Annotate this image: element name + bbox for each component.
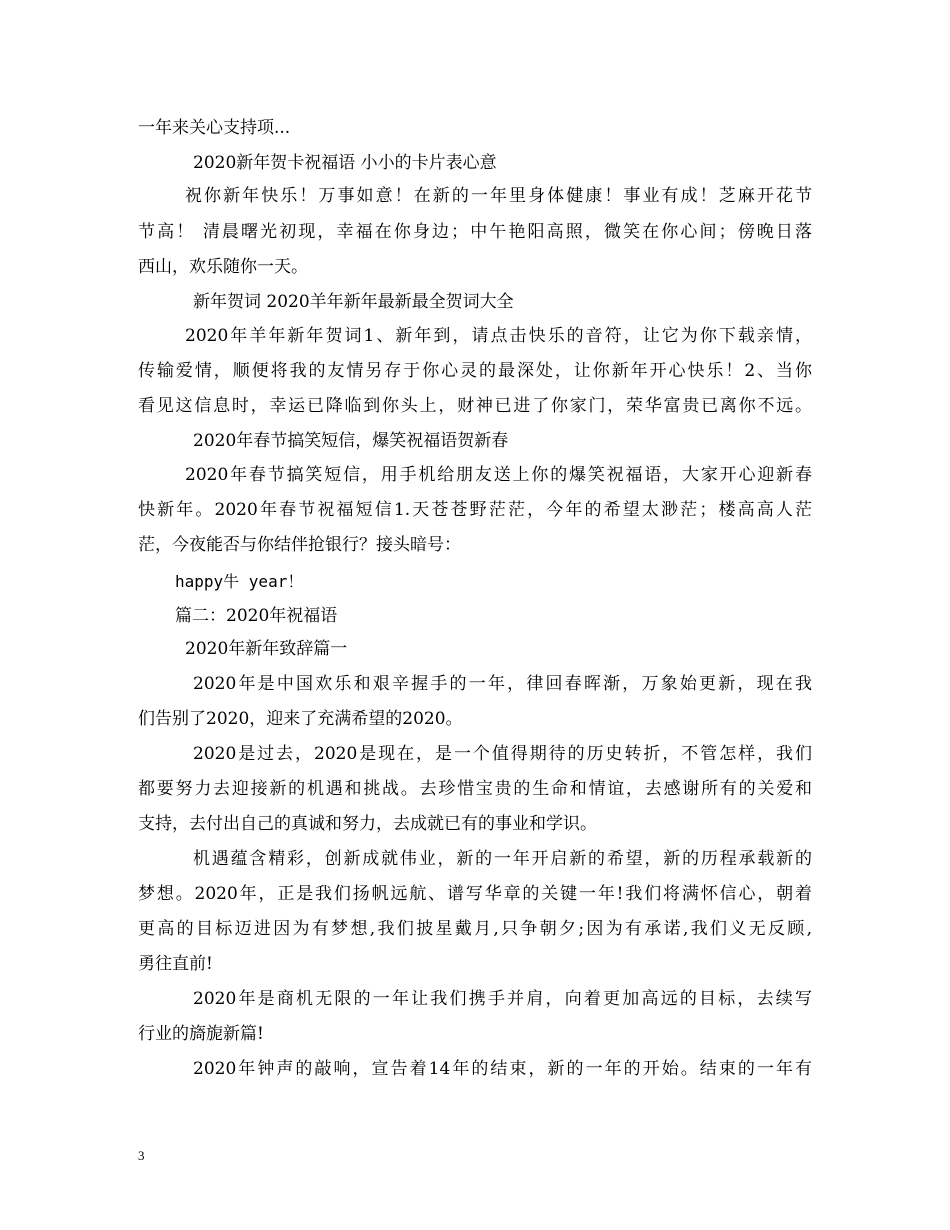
text-line: 梦想。2020年，正是我们扬帆远航、谱写华章的关键一年!我们将满怀信心，朝着 <box>138 884 812 904</box>
text-line: 一年来关心支持项... <box>138 118 291 138</box>
text-line: 看见这信息时，幸运已降临到你头上，财神已进了你家门，荣华富贵已离你不远。 <box>138 396 812 416</box>
page-number: 3 <box>138 1148 145 1163</box>
text-line: 节高！ 清晨曙光初现，幸福在你身边；中午艳阳高照，微笑在你心间；傍晚日落 <box>138 222 812 242</box>
text-line: 快新年。2020年春节祝福短信1.天苍苍野茫茫，今年的希望太渺茫；楼高高人茫 <box>138 500 812 520</box>
text-line: 支持，去付出自己的真诚和努力，去成就已有的事业和学识。 <box>138 814 597 834</box>
text-line: 2020年羊年新年贺词1、新年到，请点击快乐的音符，让它为你下载亲情， <box>185 326 812 346</box>
text-line: 行业的旖旎新篇! <box>138 1024 264 1044</box>
text-line: 都要努力去迎接新的机遇和挑战。去珍惜宝贵的生命和情谊，去感谢所有的关爱和 <box>138 779 812 799</box>
text-line: happy牛 year！ <box>175 572 304 591</box>
section-heading: 2020年新年致辞篇一 <box>185 639 348 659</box>
text-line: 2020年春节搞笑短信，用手机给朋友送上你的爆笑祝福语，大家开心迎新春 <box>185 465 812 485</box>
text-line: 2020是过去，2020是现在，是一个值得期待的历史转折，不管怎样，我们 <box>193 744 812 764</box>
text-line: 2020年是商机无限的一年让我们携手并肩，向着更加高远的目标，去续写 <box>193 989 812 1009</box>
text-line: 更高的目标迈进因为有梦想,我们披星戴月,只争朝夕;因为有承诺,我们义无反顾, <box>138 919 812 939</box>
text-line: 勇往直前! <box>138 954 213 974</box>
text-line: 西山，欢乐随你一天。 <box>138 257 308 277</box>
text-line: 们告别了2020，迎来了充满希望的2020。 <box>138 709 463 729</box>
text-line: 机遇蕴含精彩，创新成就伟业，新的一年开启新的希望，新的历程承载新的 <box>193 849 812 869</box>
text-line: 茫，今夜能否与你结伴抢银行？接头暗号： <box>138 535 461 555</box>
section-heading: 2020新年贺卡祝福语 小小的卡片表心意 <box>193 153 497 173</box>
section-heading: 篇二：2020年祝福语 <box>175 606 338 626</box>
section-heading: 2020年春节搞笑短信，爆笑祝福语贺新春 <box>193 431 509 451</box>
section-heading: 新年贺词 2020羊年新年最新最全贺词大全 <box>193 292 514 312</box>
text-line: 2020年钟声的敲响，宣告着14年的结束，新的一年的开始。结束的一年有 <box>193 1059 812 1079</box>
text-line: 祝你新年快乐！万事如意！在新的一年里身体健康！事业有成！芝麻开花节 <box>185 186 812 206</box>
text-line: 2020年是中国欢乐和艰辛握手的一年，律回春晖渐，万象始更新，现在我 <box>193 674 812 694</box>
text-line: 传输爱情，顺便将我的友情另存于你心灵的最深处，让你新年开心快乐！2、当你 <box>138 361 812 381</box>
